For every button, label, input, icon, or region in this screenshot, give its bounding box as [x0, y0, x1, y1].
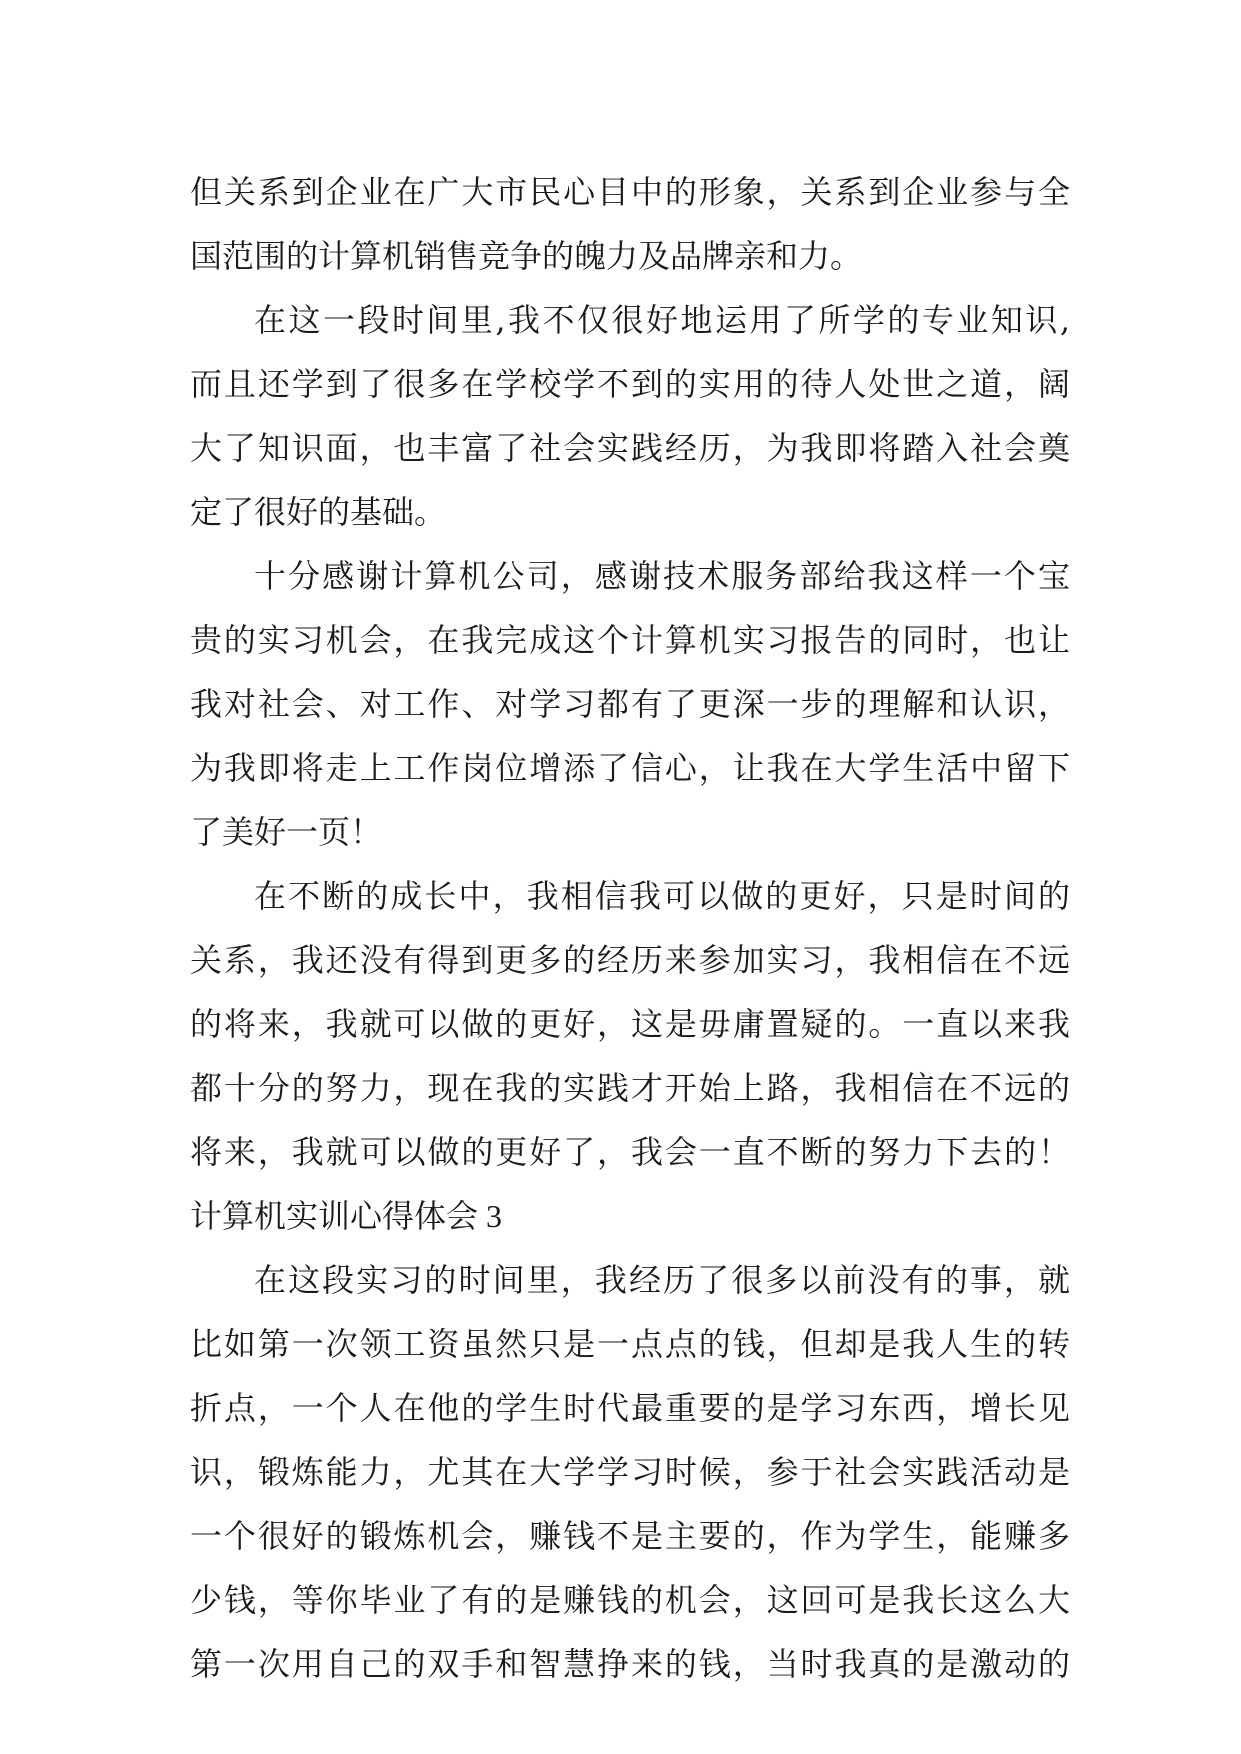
- text-line: 第一次用自己的双手和智慧挣来的钱，当时我真的是激动的: [190, 1645, 1070, 1683]
- paragraph-start-line: 在这段实习的时间里，我经历了很多以前没有的事，就: [254, 1261, 1070, 1299]
- text-line: 大了知识面，也丰富了社会实践经历，为我即将踏入社会奠: [190, 429, 1070, 467]
- text-line: 关系，我还没有得到更多的经历来参加实习，我相信在不远: [190, 941, 1070, 979]
- text-line: 了美好一页！: [190, 813, 383, 851]
- text-line: 少钱，等你毕业了有的是赚钱的机会，这回可是我长这么大: [190, 1581, 1070, 1619]
- text-line: 将来，我就可以做的更好了，我会一直不断的努力下去的！: [190, 1133, 1070, 1171]
- text-line: 贵的实习机会，在我完成这个计算机实习报告的同时，也让: [190, 621, 1070, 659]
- text-line: 一个很好的锻炼机会，赚钱不是主要的，作为学生，能赚多: [190, 1517, 1070, 1555]
- document-body: [190, 160, 1070, 1696]
- text-line: 比如第一次领工资虽然只是一点点的钱，但却是我人生的转: [190, 1325, 1070, 1363]
- paragraph-start-line: 在不断的成长中，我相信我可以做的更好，只是时间的: [254, 877, 1070, 915]
- text-line: 为我即将走上工作岗位增添了信心，让我在大学生活中留下: [190, 749, 1070, 787]
- text-line: 的将来，我就可以做的更好，这是毋庸置疑的。一直以来我: [190, 1005, 1070, 1043]
- text-line: 而且还学到了很多在学校学不到的实用的待人处世之道，阔: [190, 365, 1070, 403]
- text-line: 识，锻炼能力，尤其在大学学习时候，参于社会实践活动是: [190, 1453, 1070, 1491]
- paragraph-start-line: 十分感谢计算机公司，感谢技术服务部给我这样一个宝: [254, 557, 1070, 595]
- paragraph-start-line: 在这一段时间里,我不仅很好地运用了所学的专业知识,: [254, 301, 1070, 339]
- text-line: 我对社会、对工作、对学习都有了更深一步的理解和认识，: [190, 685, 1070, 723]
- text-line: 国范围的计算机销售竞争的魄力及品牌亲和力。: [190, 237, 863, 275]
- text-line: 定了很好的基础。: [190, 493, 447, 531]
- text-line: 但关系到企业在广大市民心目中的形象，关系到企业参与全: [190, 173, 1070, 211]
- text-line: 折点，一个人在他的学生时代最重要的是学习东西，增长见: [190, 1389, 1070, 1427]
- section-heading: 计算机实训心得体会 3: [190, 1198, 503, 1234]
- text-line: 都十分的努力，现在我的实践才开始上路，我相信在不远的: [190, 1069, 1070, 1107]
